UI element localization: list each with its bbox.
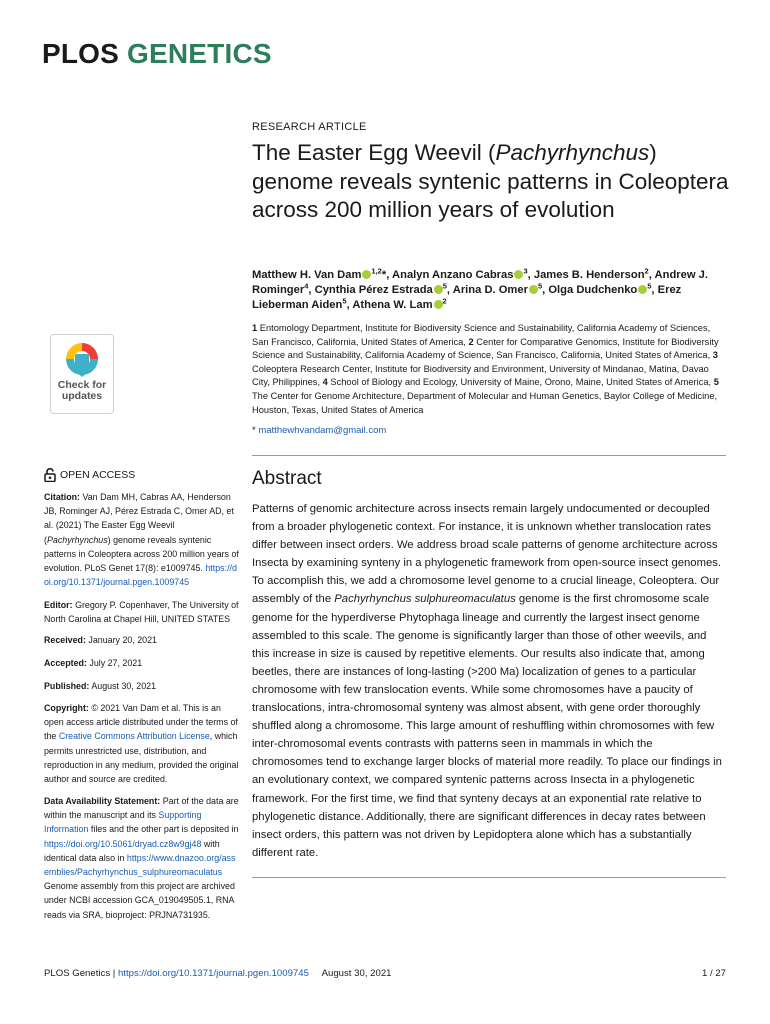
affiliation-text: School of Biology and Ecology, University of Maine, Orono, Maine, United States of America, — [330, 377, 712, 388]
author-affiliation-number: 4 — [304, 281, 309, 291]
article-type-label: RESEARCH ARTICLE — [252, 121, 367, 133]
data-text-2: files and the other part is deposited in — [90, 824, 239, 835]
dryad-link[interactable]: https://doi.org/10.5061/dryad.cz8w9gj48 — [44, 838, 202, 849]
logo-word-plos: PLOS — [42, 38, 120, 69]
affiliation-number: 5 — [713, 377, 719, 388]
crossmark-icon — [64, 341, 100, 379]
check-for-updates-button[interactable] — [50, 334, 114, 414]
author-affiliation-number: 3 — [523, 266, 528, 276]
accepted-label: Accepted: — [44, 658, 87, 668]
citation-text-2: ) genome reveals syntenic patterns in Coleoptera across 200 million years of evolution. PLoS Genet 17(8): e1009745. — [44, 534, 239, 574]
data-availability-label: Data Availability Statement: — [44, 796, 161, 806]
footer-separator: | — [112, 968, 116, 979]
footer-journal: PLOS Genetics — [44, 968, 111, 979]
copyright-text-2: , which permits unrestricted use, distribution, and reproduction in any medium, provided the original author and source are credited. — [44, 731, 239, 785]
author[interactable]: Athena W. Lam — [352, 299, 433, 311]
author-affiliation-number: 5 — [442, 281, 447, 291]
author-affiliation-number: 5 — [342, 296, 347, 306]
abstract-text-1: Patterns of genomic architecture across insects remain largely undocumented or decoupled from a broader phylogenetic context. For instance, it is unknown whether translocation rates differ between insect orders. We address broad scale patterns of genome architecture across Insecta by examining synteny in a phylogenetic framework from open-source insect genomes. To accomplish this, we add a chromosome level genome to a crucial lineage, Coleoptera. Our assembly of the — [252, 503, 722, 606]
author-list: Matthew H. Van Dam $^{1,2}$*, Analyn Anzano Cabras $^3$, James B. Henderson$^2$, Andrew J. Rominger$^4$, Cynthia Pérez Estrada $^5$, Arina D. Omer $^5$, Olga Dudchenko $^5$, Erez Lieberman Aiden$^5$, Athena W. Lam $^2$ — [252, 266, 708, 311]
affiliation-number: 1 — [252, 323, 258, 333]
author-affiliation-number: 1,2 — [371, 266, 382, 276]
orcid-icon[interactable] — [638, 285, 647, 294]
author-affiliation-number: 5 — [647, 281, 652, 291]
correspondence-mark: * — [252, 425, 256, 436]
author-affiliation-number: 2 — [442, 296, 447, 306]
affiliations — [252, 322, 724, 417]
logo-word-genetics: GENETICS — [127, 38, 272, 69]
journal-logo[interactable] — [42, 38, 272, 70]
check-updates-line2: updates — [61, 390, 103, 402]
citation-text-1: Van Dam MH, Cabras AA, Henderson JB, Rominger AJ, Pérez Estrada C, Omer AD, et al. (2021) The Easter Egg Weevil ( — [44, 492, 234, 545]
data-text-4: Genome assembly from this project are archived under NCBI accession GCA_019049505.1, RNA reads via SRA, bioproject: PRJNA731935. — [44, 881, 235, 920]
footer-date: August 30, 2021 — [321, 968, 392, 979]
abstract-text — [252, 500, 726, 862]
editor-label: Editor: — [44, 600, 73, 610]
accepted-date — [44, 656, 239, 670]
author[interactable]: Andrew J. Rominger — [252, 269, 708, 296]
citation-block — [44, 490, 239, 589]
title-part-1: The Easter Egg Weevil ( — [252, 140, 496, 165]
page-footer — [44, 968, 392, 979]
license-link[interactable]: Creative Commons Attribution License — [58, 731, 210, 742]
data-text-3: with identical data also in — [44, 838, 220, 863]
affiliation-number: 3 — [712, 350, 718, 361]
supporting-info-link[interactable]: Supporting Information — [44, 810, 202, 835]
copyright-label: Copyright: — [44, 703, 89, 713]
data-text-1: Part of the data are within the manuscript and its — [44, 796, 239, 821]
title-italic: Pachyrhynchus — [495, 140, 650, 165]
citation-label: Citation: — [44, 492, 80, 502]
article-title — [252, 139, 732, 225]
abstract-bottom-rule — [252, 877, 726, 878]
page-number: 1 / 27 — [701, 968, 726, 979]
author[interactable]: Erez Lieberman Aiden — [252, 284, 682, 311]
correspondence-email-link[interactable]: matthewhvandam@gmail.com — [258, 425, 387, 436]
open-lock-icon — [44, 468, 56, 482]
citation-italic: Pachyrhynchus — [46, 534, 108, 545]
abstract-text-2: genome is the first chromosome scale genome for the hyperdiverse Phytophaga lineage and currently the largest insect genome assembled to this scale. The genome is significantly larger than those of other weevils, and this increase in size is caused by repetitive elements. Our results also indicate that, among beetles, there are instances of long-lasting (>200 Ma) localization of genes to a particular chromosome with few translocation events. While some chromosomes have a paucity of translocations, intra-chromosomal synteny was almost absent, with gene order thoroughly shuffled along a chromosome. This large amount of reshuffling within chromosomes with few inter-chromosomal events contrasts with patterns seen in mammals in which the chromosomes tend to exchange larger blocks of material more readily. To place our findings in an evolutionary context, we compared syntenic patterns across Insecta in a phylogenetic framework. For the first time, we find that synteny decays at an exponential rate relative to phylogenetic distance. Additionally, there are significant differences in decay rates between insect orders, this pattern was not driven by Lepidoptera alone which has a substantially different rate. — [252, 593, 722, 859]
received-date — [44, 633, 239, 647]
check-updates-line1: Check for — [57, 379, 107, 391]
abstract-heading: Abstract — [252, 468, 322, 489]
copyright-text-1: © 2021 Van Dam et al. This is an open access article distributed under the terms of the — [44, 703, 238, 742]
published-text: August 30, 2021 — [91, 681, 157, 691]
corresponding-mark: * — [381, 269, 387, 281]
open-access-badge — [44, 468, 135, 482]
affiliation-text: Center for Comparative Genomics, Institute for Biodiversity Science and Sustainability, California Academy of Science, San Francisco, California, United States of America, — [252, 336, 719, 361]
published-label: Published: — [44, 681, 90, 691]
footer-doi-link[interactable]: https://doi.org/10.1371/journal.pgen.1009745 — [117, 968, 309, 979]
received-label: Received: — [44, 635, 86, 645]
affiliation-text: The Center for Genome Architecture, Department of Molecular and Human Genetics, Baylor College of Medicine, Houston, Texas, United States of America — [252, 390, 718, 415]
author-affiliation-number: 2 — [644, 266, 649, 276]
author[interactable]: Olga Dudchenko — [548, 284, 638, 296]
title-part-2: ) genome reveals syntenic patterns in Coleoptera across 200 million years of evolution — [252, 140, 729, 222]
author[interactable]: James B. Henderson — [533, 269, 645, 281]
affiliation-number: 2 — [468, 336, 474, 347]
author[interactable]: Arina D. Omer — [452, 284, 528, 296]
orcid-icon[interactable] — [434, 300, 443, 309]
abstract-top-rule — [252, 455, 726, 456]
editor-block — [44, 598, 239, 626]
author[interactable]: Analyn Anzano Cabras — [392, 269, 514, 281]
author[interactable]: Cynthia Pérez Estrada — [314, 284, 433, 296]
data-availability-block — [44, 794, 239, 922]
abstract-italic: Pachyrhynchus sulphureomaculatus — [334, 593, 516, 606]
affiliation-text: Entomology Department, Institute for Biodiversity Science and Sustainability, California Academy of Sciences, San Francisco, California, United States of America, — [252, 323, 711, 347]
dnazoo-link[interactable]: https://www.dnazoo.org/assemblies/Pachyrhynchus_sulphureomaculatus — [44, 852, 236, 878]
correspondence — [252, 425, 386, 436]
editor-text: Gregory P. Copenhaver, The University of North Carolina at Chapel Hill, UNITED STATES — [44, 600, 239, 625]
open-access-label: OPEN ACCESS — [60, 469, 136, 481]
author-affiliation-number: 5 — [537, 281, 543, 291]
received-text: January 20, 2021 — [88, 635, 157, 645]
citation-doi-link[interactable]: https://doi.org/10.1371/journal.pgen.1009745 — [44, 563, 237, 588]
copyright-block — [44, 701, 239, 786]
accepted-text: July 27, 2021 — [89, 658, 143, 668]
orcid-icon[interactable] — [529, 285, 538, 294]
affiliation-text: Coleoptera Research Center, Institute for Biodiversity and Environment, University of Mindanao, Matina, Davao City, Philippines, — [252, 363, 709, 388]
published-date — [44, 679, 239, 693]
affiliation-number: 4 — [322, 377, 328, 388]
orcid-icon[interactable] — [434, 285, 443, 294]
author[interactable]: Matthew H. Van Dam — [252, 269, 362, 281]
